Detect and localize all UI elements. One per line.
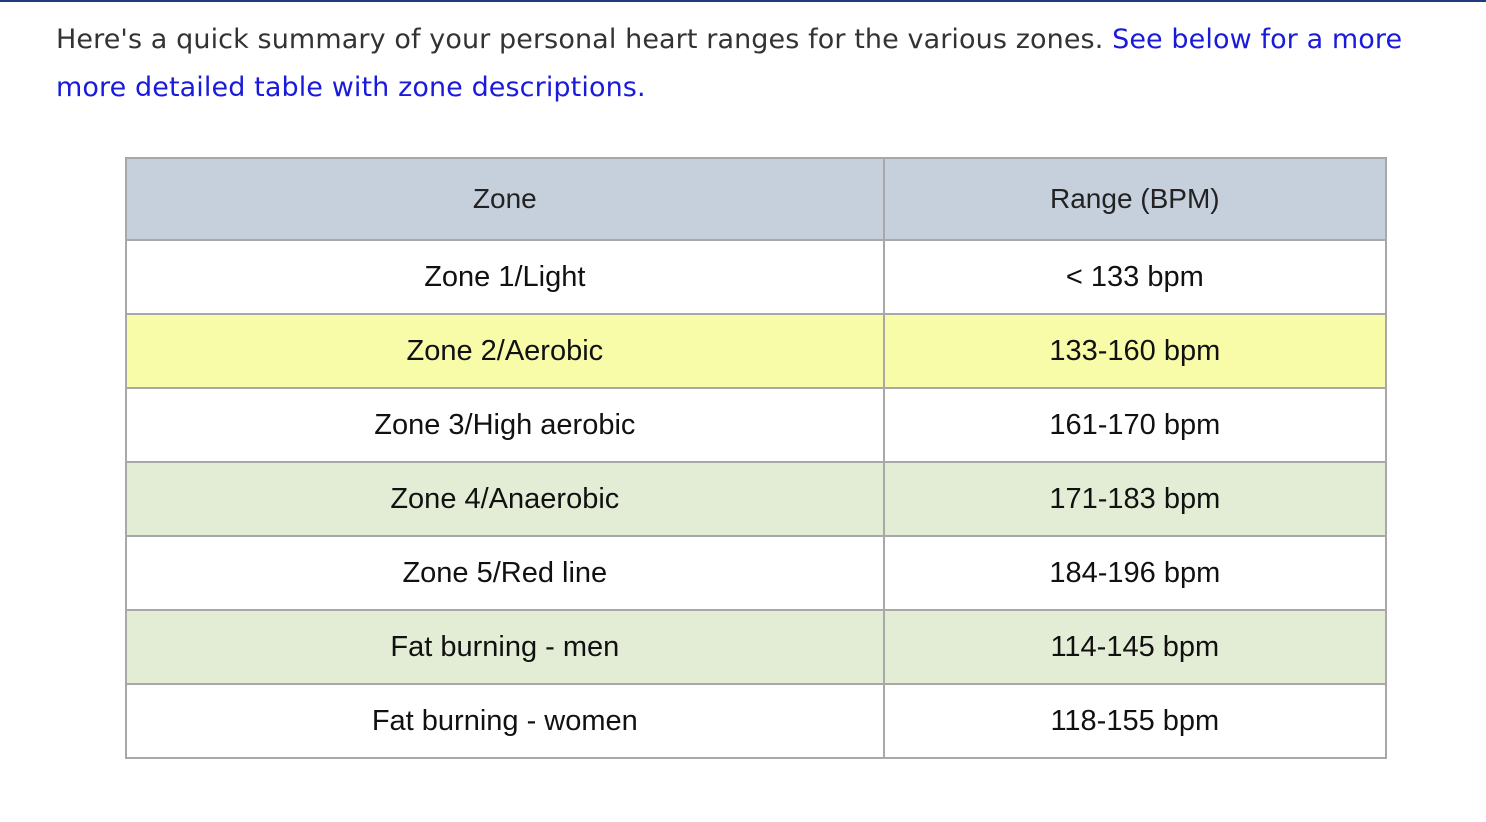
range-column-header: Range (BPM) xyxy=(884,158,1386,240)
table-row xyxy=(126,462,1386,536)
table-row xyxy=(126,240,1386,314)
range-cell: 114-145 bpm xyxy=(884,610,1386,684)
table-row xyxy=(126,314,1386,388)
zone-cell: Zone 2/Aerobic xyxy=(126,314,884,388)
intro-text: Here's a quick summary of your personal heart ranges for the various zones. xyxy=(56,24,1113,55)
zone-cell: Zone 1/Light xyxy=(126,240,884,314)
range-cell: 161-170 bpm xyxy=(884,388,1386,462)
intro-paragraph xyxy=(56,16,1456,112)
range-cell: 118-155 bpm xyxy=(884,684,1386,758)
range-cell: 133-160 bpm xyxy=(884,314,1386,388)
range-cell: < 133 bpm xyxy=(884,240,1386,314)
table-header-row xyxy=(126,158,1386,240)
top-divider xyxy=(0,0,1486,2)
zone-cell: Zone 5/Red line xyxy=(126,536,884,610)
range-cell: 184-196 bpm xyxy=(884,536,1386,610)
table-row xyxy=(126,388,1386,462)
zone-cell: Fat burning - men xyxy=(126,610,884,684)
table-row xyxy=(126,610,1386,684)
heart-zones-table xyxy=(125,157,1387,759)
zone-cell: Zone 3/High aerobic xyxy=(126,388,884,462)
zone-cell: Zone 4/Anaerobic xyxy=(126,462,884,536)
zone-descriptions-link[interactable]: See below for a more more detailed table with zone descriptions. xyxy=(56,24,1403,103)
table-row xyxy=(126,684,1386,758)
zone-column-header: Zone xyxy=(126,158,884,240)
table-row xyxy=(126,536,1386,610)
zone-cell: Fat burning - women xyxy=(126,684,884,758)
range-cell: 171-183 bpm xyxy=(884,462,1386,536)
